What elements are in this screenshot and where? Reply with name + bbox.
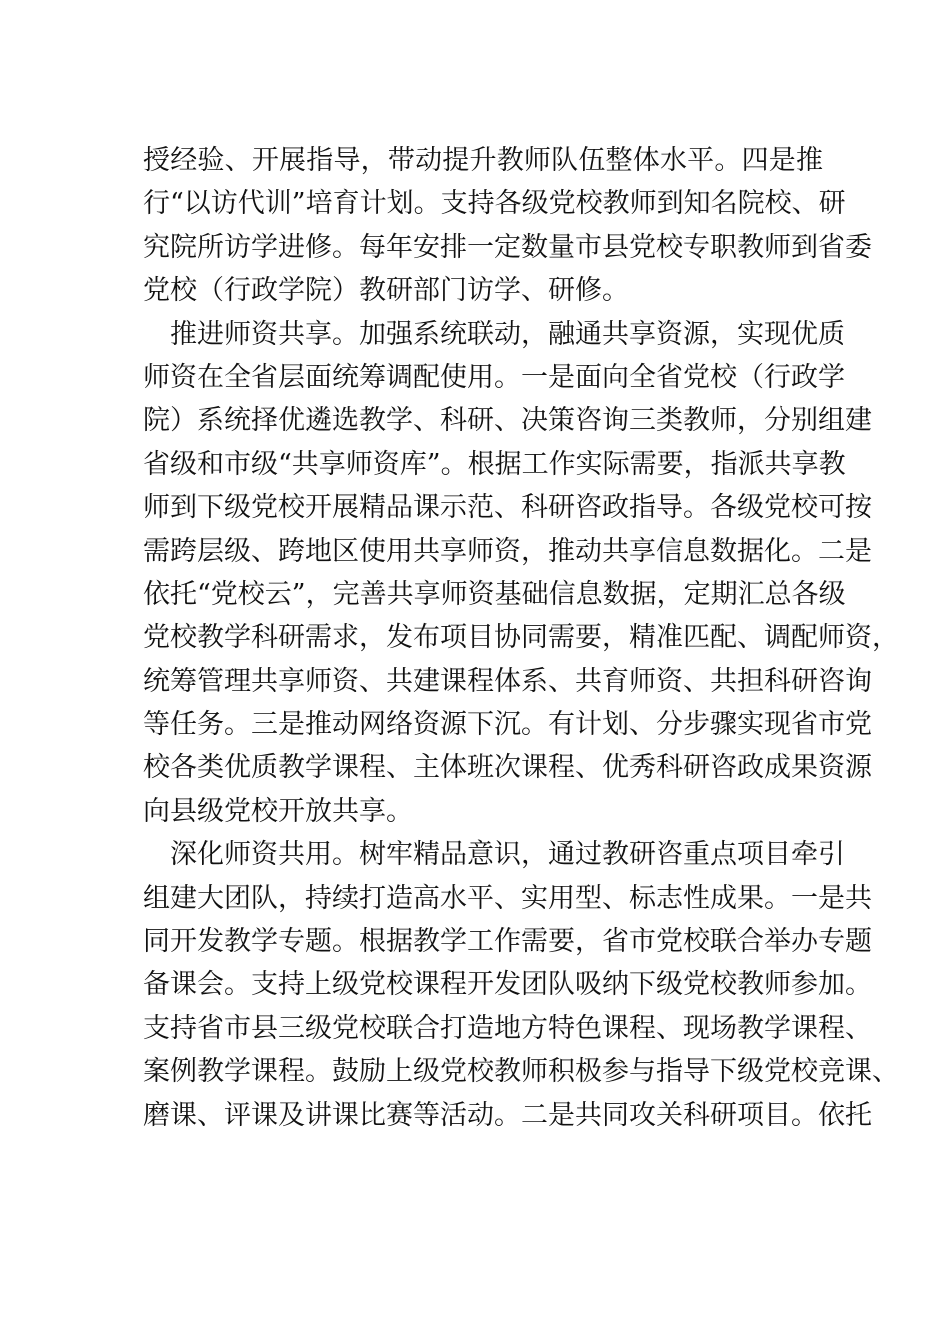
- text-line: 行“以访代训”培育计划。支持各级党校教师到知名院校、研: [143, 188, 846, 220]
- text-line: 同开发教学专题。根据教学工作需要，省市党校联合举办专题: [143, 926, 872, 958]
- text-line: 师到下级党校开展精品课示范、科研咨政指导。各级党校可按: [143, 492, 872, 524]
- text-line: 向县级党校开放共享。: [143, 795, 413, 827]
- text-line: 究院所访学进修。每年安排一定数量市县党校专职教师到省委: [143, 231, 872, 263]
- text-line: 支持省市县三级党校联合打造地方特色课程、现场教学课程、: [143, 1012, 872, 1044]
- text-line: 师资在全省层面统筹调配使用。一是面向全省党校（行政学: [143, 361, 845, 393]
- text-line: 等任务。三是推动网络资源下沉。有计划、分步骤实现省市党: [143, 709, 872, 741]
- paragraph-heading-line: 推进师资共享。加强系统联动，融通共享资源，实现优质: [170, 318, 845, 350]
- text-line: 院）系统择优遴选教学、科研、决策咨询三类教师，分别组建: [143, 405, 872, 437]
- paragraph-heading-line: 深化师资共用。树牢精品意识，通过教研咨重点项目牵引: [170, 839, 845, 871]
- text-line: 依托“党校云”，完善共享师资基础信息数据，定期汇总各级: [143, 578, 846, 610]
- text-line: 磨课、评课及讲课比赛等活动。二是共同攻关科研项目。依托: [143, 1099, 872, 1131]
- text-line: 党校教学科研需求，发布项目协同需要，精准匹配、调配师资，: [143, 622, 899, 654]
- text-line: 需跨层级、跨地区使用共享师资，推动共享信息数据化。二是: [143, 535, 872, 567]
- text-line: 党校（行政学院）教研部门访学、研修。: [143, 275, 629, 307]
- text-line: 组建大团队，持续打造高水平、实用型、标志性成果。一是共: [143, 882, 872, 914]
- text-line: 备课会。支持上级党校课程开发团队吸纳下级党校教师参加。: [143, 969, 872, 1001]
- text-line: 统筹管理共享师资、共建课程体系、共育师资、共担科研咨询: [143, 665, 872, 697]
- text-line: 省级和市级“共享师资库”。根据工作实际需要，指派共享教: [143, 448, 846, 480]
- text-line: 案例教学课程。鼓励上级党校教师积极参与指导下级党校竞课、: [143, 1056, 899, 1088]
- text-line: 授经验、开展指导，带动提升教师队伍整体水平。四是推: [143, 145, 823, 176]
- text-line: 校各类优质教学课程、主体班次课程、优秀科研咨政成果资源: [143, 752, 872, 784]
- body-text: [143, 139, 899, 1137]
